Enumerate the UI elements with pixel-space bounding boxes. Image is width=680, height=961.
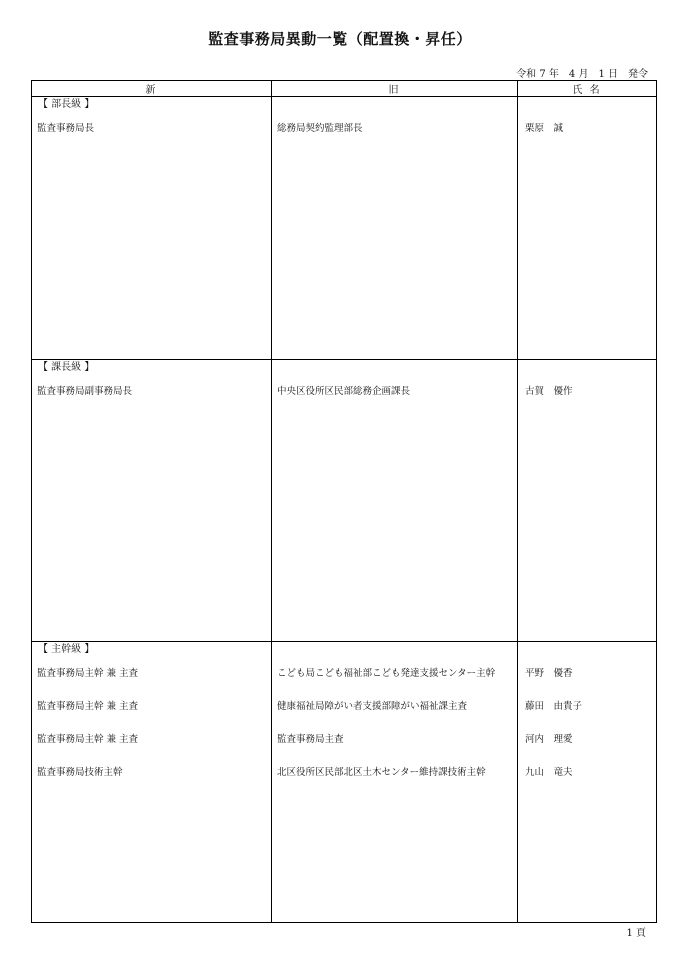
new-position: 監査事務局主幹 兼 主査: [37, 701, 139, 712]
header-old: 旧: [272, 81, 518, 97]
new-position: 監査事務局長: [37, 123, 95, 134]
header-name: 氏 名: [518, 81, 657, 97]
section-kacho: [32, 360, 657, 642]
new-position: 監査事務局主幹 兼 主査: [37, 734, 139, 745]
old-position: こども局こども福祉部こども発達支援センター主幹: [277, 668, 496, 679]
person-name: 平野 優香: [525, 668, 573, 679]
old-position: 総務局契約監理部長: [277, 123, 363, 134]
issue-date: 令和 7 年 4 月 1 日 発令: [516, 69, 648, 80]
old-position: 健康福祉局障がい者支援部障がい福祉課主査: [277, 701, 468, 712]
new-position: 監査事務局技術主幹: [37, 767, 123, 778]
person-name: 栗原 誠: [525, 123, 564, 134]
section-name-col: [518, 97, 657, 360]
section-name-col: [518, 642, 657, 923]
person-name: 九山 竜夫: [525, 767, 573, 778]
grade-label: 【 部長級 】: [38, 99, 95, 110]
grade-label: 【 主幹級 】: [38, 644, 95, 655]
old-position: 監査事務局主査: [277, 734, 344, 745]
person-name: 古賀 優作: [525, 386, 573, 397]
person-name: 河内 理愛: [525, 734, 573, 745]
person-name: 藤田 由貴子: [525, 701, 583, 712]
personnel-table: [31, 80, 657, 923]
section-new-col: [32, 360, 272, 642]
table-header-row: [32, 81, 657, 97]
new-position: 監査事務局副事務局長: [37, 386, 133, 397]
section-old-col: [272, 642, 518, 923]
old-position: 北区役所区民部北区土木センター維持課技術主幹: [277, 767, 486, 778]
page-number: 1 頁: [626, 928, 646, 939]
section-new-col: [32, 642, 272, 923]
grade-label: 【 課長級 】: [38, 362, 95, 373]
document-title: 監査事務局異動一覧（配置換・昇任）: [208, 30, 472, 48]
old-position: 中央区役所区民部総務企画課長: [277, 386, 411, 397]
section-name-col: [518, 360, 657, 642]
section-bucho: [32, 97, 657, 360]
new-position: 監査事務局主幹 兼 主査: [37, 668, 139, 679]
section-old-col: [272, 360, 518, 642]
header-new: 新: [32, 81, 272, 97]
section-new-col: [32, 97, 272, 360]
section-old-col: [272, 97, 518, 360]
section-shukan: [32, 642, 657, 923]
